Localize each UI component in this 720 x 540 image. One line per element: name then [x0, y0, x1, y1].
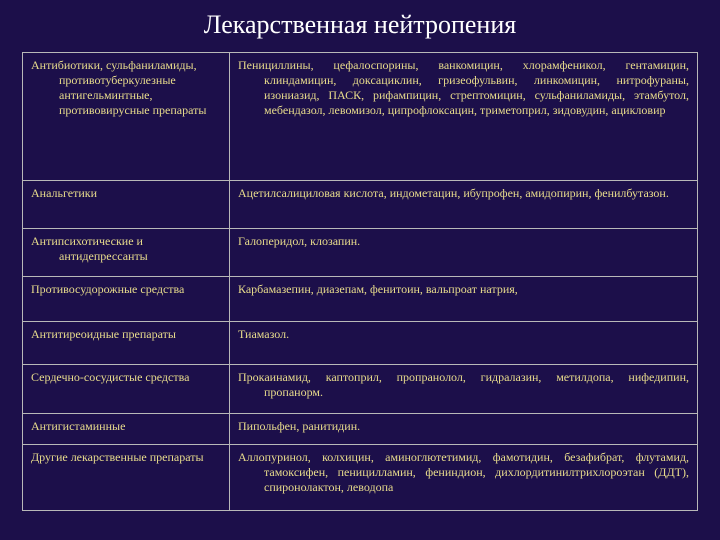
- drug-list-cell: [230, 181, 698, 229]
- drug-list-text: Аллопуринол, колхицин, аминоглютетимид, фамотидин, безафибрат, флутамид, тамоксифен, пеницилламин, фениндион, дихлордитинилтрихлороэтан (ДДТ), спиронолактон, леводопа: [238, 450, 689, 494]
- table-row: [23, 414, 698, 445]
- table-row: [23, 445, 698, 511]
- table-row: [23, 322, 698, 365]
- drug-list-cell: [230, 365, 698, 414]
- drug-group-cell: [23, 181, 230, 229]
- table-row: [23, 277, 698, 322]
- drug-group-cell: [23, 229, 230, 277]
- slide-title: Лекарственная нейтропения: [203, 10, 517, 39]
- drug-group-label: Противосудорожные средства: [31, 282, 185, 296]
- drug-group-label: Другие лекарственные препараты: [31, 450, 204, 464]
- drug-group-label: Антипсихотические и антидепрессанты: [31, 234, 148, 263]
- drug-list-text: Галоперидол, клозапин.: [238, 234, 361, 248]
- drug-list-cell: [230, 53, 698, 181]
- table-row: [23, 181, 698, 229]
- drug-list-cell: [230, 445, 698, 511]
- drug-group-cell: [23, 322, 230, 365]
- drug-list-text: Прокаинамид, каптоприл, пропранолол, гидралазин, метилдопа, нифедипин, пропанорм.: [238, 370, 689, 399]
- drug-group-cell: [23, 277, 230, 322]
- drug-list-cell: [230, 229, 698, 277]
- drug-group-label: Антитиреоидные препараты: [31, 327, 176, 341]
- table-row: [23, 229, 698, 277]
- drug-list-text: Ацетилсалициловая кислота, индометацин, ибупрофен, амидопирин, фенилбутазон.: [238, 186, 669, 200]
- drug-group-cell: [23, 365, 230, 414]
- drug-group-label: Анальгетики: [31, 186, 97, 200]
- drug-group-label: Антибиотики, сульфаниламиды, противотуберкулезные антигельминтные, противовирусные препараты: [31, 58, 207, 117]
- drug-group-cell: [23, 414, 230, 445]
- drug-list-text: Карбамазепин, диазепам, фенитоин, вальпроат натрия,: [238, 282, 518, 296]
- drug-groups-table: [22, 52, 698, 511]
- table-row: [23, 365, 698, 414]
- drug-group-cell: [23, 53, 230, 181]
- table-row: [23, 53, 698, 181]
- drug-list-cell: [230, 277, 698, 322]
- drug-list-text: Тиамазол.: [238, 327, 290, 341]
- drug-list-text: Пенициллины, цефалоспорины, ванкомицин, хлорамфеникол, гентамицин, клиндамицин, доксациклин, гризеофульвин, линкомицин, нитрофураны, изониазид, ПАСК, рифампицин, стрептомицин, сульфаниламиды, этамбутол, мебендазол, левомизол, ципрофлоксацин, триметоприл, зидовудин, ацикловир: [238, 58, 689, 117]
- drug-group-label: Сердечно-сосудистые средства: [31, 370, 190, 384]
- drug-list-text: Пипольфен, ранитидин.: [238, 419, 361, 433]
- drug-group-label: Антигистаминные: [31, 419, 126, 433]
- drug-list-cell: [230, 414, 698, 445]
- drug-group-cell: [23, 445, 230, 511]
- drug-list-cell: [230, 322, 698, 365]
